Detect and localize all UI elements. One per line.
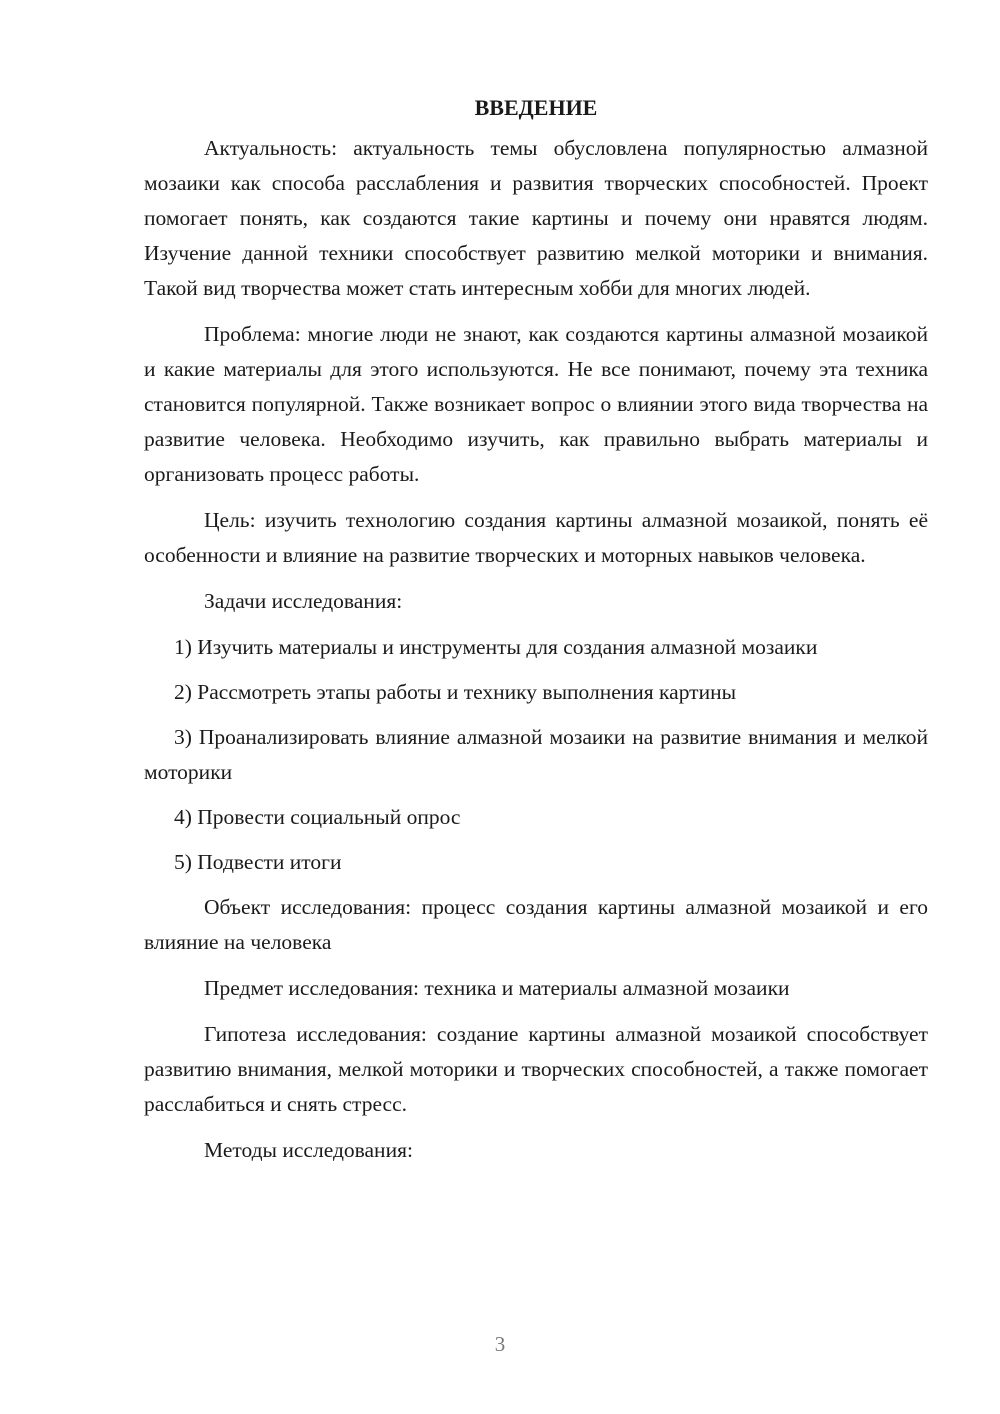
task-item-5: 5) Подвести итоги — [174, 850, 342, 874]
document-page — [144, 90, 928, 1179]
task-item-1: 1) Изучить материалы и инструменты для создания алмазной мозаики — [174, 635, 818, 659]
task-item-3: 3) Проанализировать влияние алмазной мозаики на развитие внимания и мелкой моторики — [144, 725, 928, 784]
research-methods-heading: Методы исследования: — [204, 1138, 413, 1162]
research-subject-paragraph: Предмет исследования: техника и материалы алмазной мозаики — [204, 976, 790, 1000]
task-item-4: 4) Провести социальный опрос — [174, 805, 461, 829]
problem-paragraph: Проблема: многие люди не знают, как создаются картины алмазной мозаикой и какие материалы для этого используются. Не все понимают, почему эта техника становится популярной. Также возникает вопрос о влиянии этого вида творчества на развитие человека. Необходимо изучить, как правильно выбрать материалы и организовать процесс работы. — [144, 322, 928, 486]
research-object-paragraph: Объект исследования: процесс создания картины алмазной мозаикой и его влияние на человека — [144, 895, 928, 954]
page-number: 3 — [494, 1332, 506, 1356]
goal-paragraph: Цель: изучить технологию создания картины алмазной мозаикой, понять её особенности и влияние на развитие творческих и моторных навыков человека. — [144, 508, 928, 567]
page-title: ВВЕДЕНИЕ — [474, 95, 598, 120]
relevance-paragraph: Актуальность: актуальность темы обусловлена популярностью алмазной мозаики как способа расслабления и развития творческих способностей. Проект помогает понять, как создаются такие картины и почему они нравятся людям. Изучение данной техники способствует развитию мелкой моторики и внимания. Такой вид творчества может стать интересным хобби для многих людей. — [144, 136, 928, 300]
task-item-2: 2) Рассмотреть этапы работы и технику выполнения картины — [174, 680, 737, 704]
tasks-heading: Задачи исследования: — [204, 589, 403, 613]
research-hypothesis-paragraph: Гипотеза исследования: создание картины алмазной мозаикой способствует развитию внимания, мелкой моторики и творческих способностей, а также помогает расслабиться и снять стресс. — [144, 1022, 928, 1116]
